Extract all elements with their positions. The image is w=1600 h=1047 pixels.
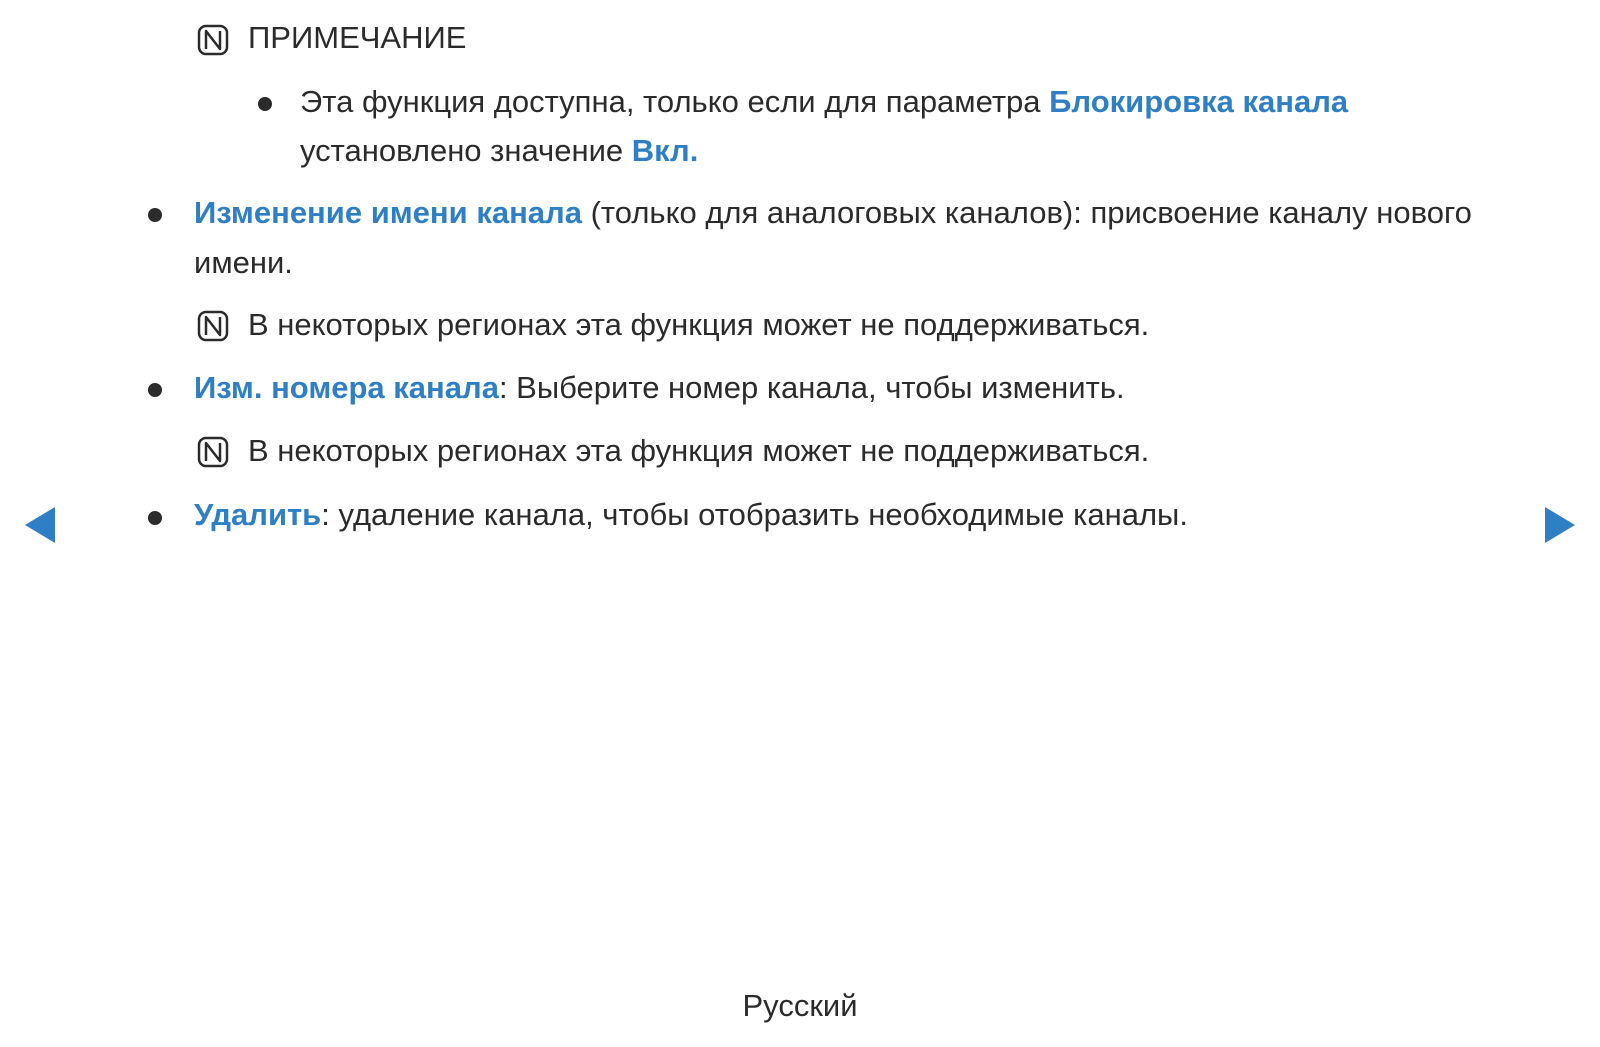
list-bullet (148, 383, 162, 397)
note-icon (197, 310, 229, 342)
channel-lock-param: Блокировка канала (1049, 84, 1349, 119)
on-value: Вкл. (631, 133, 699, 168)
change-number-note: В некоторых регионах эта функция может не поддерживаться. (248, 433, 1150, 468)
next-page-arrow-icon[interactable] (1545, 507, 1575, 543)
note-icon (197, 436, 229, 468)
rename-channel-line-1 (194, 193, 1472, 233)
list-bullet (148, 511, 162, 525)
rename-channel-term: Изменение имени канала (194, 195, 582, 230)
change-number-desc: : Выберите номер канала, чтобы изменить. (498, 370, 1125, 405)
note-heading: ПРИМЕЧАНИЕ (248, 20, 467, 55)
rename-channel-line-2: имени. (194, 245, 293, 280)
prev-page-arrow-icon[interactable] (25, 507, 55, 543)
change-number-term: Изм. номера канала (194, 370, 499, 405)
note-item-line-2 (300, 131, 698, 171)
language-footer: Русский (742, 988, 858, 1023)
note-item-text-2: установлено значение (300, 133, 632, 168)
delete-term: Удалить (194, 497, 322, 532)
note-item-line-1 (300, 82, 1348, 122)
rename-channel-desc: (только для аналоговых каналов): присвоение каналу нового (581, 195, 1472, 230)
note-item-text: Эта функция доступна, только если для параметра (300, 84, 1050, 119)
note-bullet (258, 97, 272, 111)
delete-line (194, 495, 1188, 535)
list-bullet (148, 208, 162, 222)
change-number-line (194, 368, 1125, 408)
note-icon (197, 24, 229, 56)
rename-channel-note: В некоторых регионах эта функция может не поддерживаться. (248, 307, 1150, 342)
delete-desc: : удаление канала, чтобы отобразить необходимые каналы. (321, 497, 1188, 532)
